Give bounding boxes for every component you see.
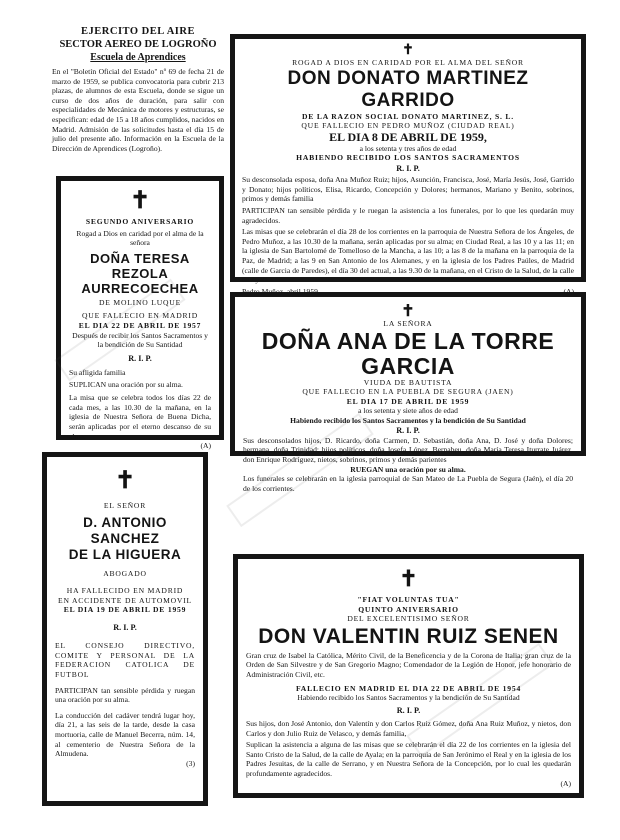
obituary-mark: (3) — [186, 758, 195, 768]
obituary-date: EL DIA 19 DE ABRIL DE 1959 — [63, 605, 187, 615]
obituary-name: DON VALENTIN RUIZ SENEN — [258, 624, 559, 648]
obituary-died: HA FALLECIDO EN MADRID — [66, 586, 184, 596]
obituary-rip: R. I. P. — [396, 163, 420, 173]
notice-ejercito-heading: Escuela de Aprendices — [90, 52, 186, 63]
cross-icon: ✝ — [402, 42, 414, 58]
obituary-sacraments: Habiendo recibido los Santos Sacramentos y la bendición de Su Santidad — [290, 415, 526, 425]
obituary-family: Sus desconsolados hijos, D. Ricardo, doña Carmen, D. Sebastián, doña Ana, D. José y doña Dolores; hermana, doña Trinidad; hijos políticos, doña Josefa López, Bernabeu, doña María Teresa Iturrate Juárez, don Enrique Rodríguez, nietos, sobrinos, primos y demás parientes — [243, 435, 573, 465]
obituary-cause: EN ACCIDENTE DE AUTOMOVIL — [58, 595, 192, 605]
obituary-body: Suplican la asistencia a alguna de las misas que se celebrarán el día 22 de los corrientes en la iglesia del Santo Cristo de la Salud, de la calle de Ayala; en la parroquia de San Jerónimo el Real y en la iglesia de los Padres Jesuitas, de la calle de Serrano, y en Nuestra Señora de la Concepción, por lo cual les quedarán profundamente agradecidos. — [246, 740, 571, 779]
obituary-ruegan: RUEGAN una oración por su alma. — [350, 464, 466, 474]
obituary-intro: LA SEÑORA — [383, 319, 433, 328]
obituary-date: EL DIA 22 DE ABRIL DE 1957 — [78, 320, 202, 330]
obituary-sacraments: HABIENDO RECIBIDO LOS SANTOS SACRAMENTOS — [296, 153, 520, 163]
cross-icon: ✝ — [114, 465, 136, 494]
obituary-family: Sus hijos, don José Antonio, don Valentín y don Carlos Ruiz Gómez, doña Ana Ruiz Muñoz, y nietos, don Carlos y don Julio Ruiz de Velasco, y demás familia, — [246, 719, 571, 738]
obituary-antonio-sanchez — [42, 452, 208, 806]
obituary-intro: EL SEÑOR — [103, 501, 147, 510]
obituary-date: EL DIA 8 DE ABRIL DE 1959, — [329, 129, 487, 144]
cross-icon: ✝ — [129, 185, 151, 214]
obituary-participan: PARTICIPAN tan sensible pérdida y le ruegan la asistencia a los funerales, por lo que les quedarán muy agradecidos. — [242, 206, 574, 225]
obituary-mark: (A) — [200, 441, 211, 451]
obituary-name-line1: DOÑA TERESA REZOLA — [90, 250, 190, 281]
obituary-died: FALLECIO EN MADRID EL DIA 22 DE ABRIL DE 1954 — [295, 683, 522, 693]
notice-ejercito-subtitle: SECTOR AEREO DE LOGROÑO — [59, 39, 217, 50]
obituary-sacraments: Habiendo recibido los Santos Sacramentos y la bendición de Su Santidad — [297, 693, 520, 703]
obituary-council: EL CONSEJO DIRECTIVO, COMITE Y PERSONAL DE LA FEDERACION CATOLICA DE FUTBOL — [55, 641, 195, 680]
obituary-rip: R. I. P. — [396, 425, 420, 435]
obituary-date: EL DIA 17 DE ABRIL DE 1959 — [346, 396, 470, 406]
obituary-name-line2: DE LA HIGUERA — [68, 546, 182, 562]
notice-ejercito-body: En el "Boletín Oficial del Estado" nº 69 de fecha 21 de marzo de 1959, se publica convocatoria para cubrir 213 plazas, de alumnos de esta Escuela, donde se sigue un curso de dos años de duración, para salir con especialidades de Mecánica de motores y estructuras, se especifican: edad de 15 a 18 años cumplidos, nacidos en Madrid. Admisión de las solicitudes hasta el día 15 de julio del presente año. Información en la Escuela de la Dirección de Aprendices (Logroño). — [52, 67, 224, 153]
obituary-age: a los setenta y tres años de edad — [359, 143, 457, 153]
obituary-sacraments: Después de recibir los Santos Sacramentos y la bendición de Su Santidad — [72, 330, 208, 350]
obituary-died: QUE FALLECIO EN MADRID — [82, 311, 198, 321]
obituary-participan: PARTICIPAN tan sensible pérdida y ruegan una oración por su alma. — [55, 685, 195, 705]
obituary-widow: VIUDA DE BAUTISTA — [363, 377, 453, 387]
obituary-titles: Gran cruz de Isabel la Católica, Mérito Civil, de la Beneficencia y de la Corona de Italia; gran cruz de la Orden de San Silvestre y de San Gregorio Magno; Comendador de la Legión de Honor, jefe honorario de Administración Civil, etc. — [246, 650, 571, 679]
obituary-mark: (A) — [560, 778, 571, 788]
obituary-donato-martinez — [230, 34, 586, 285]
obituary-rip: R. I. P. — [113, 622, 137, 632]
obituary-name-line1: DOÑA ANA DE LA TORRE — [261, 327, 555, 354]
obituary-body: La conducción del cadáver tendrá lugar hoy, día 21, a las seis de la tarde, desde la casa mortuoria, calle de Manuel Becerra, núm. 14, al cementerio de Nuestra Señora de la Almudena. — [55, 710, 195, 759]
obituary-died: QUE FALLECIO EN LA PUEBLA DE SEGURA (JAEN) — [302, 387, 514, 397]
obituary-family: Su desconsolada esposa, doña Ana Muñoz Ruiz; hijos, Asunción, Francisca, José, María Jesús, José, Garrido y Donato; hijos políticos, Elisa, Ricardo, Concepción y Dolores; hermanos, Mariano y Benito, sobrinos, primos y demás familia — [242, 175, 574, 204]
obituary-died: QUE FALLECIO EN PEDRO MUÑOZ (CIUDAD REAL) — [301, 121, 515, 131]
cross-icon: ✝ — [401, 301, 415, 320]
cross-icon: ✝ — [399, 566, 418, 592]
obituary-company: DE LA RAZON SOCIAL DONATO MARTINEZ, S. L. — [301, 111, 514, 121]
notice-ejercito-aire — [52, 26, 224, 160]
obituary-name-line2: GARCIA — [361, 352, 455, 379]
obituary-suplican: SUPLICAN una oración por su alma. — [69, 379, 183, 389]
obituary-valentin-ruiz — [233, 554, 584, 798]
obituary-funeral: Los funerales se celebrarán en la iglesia parroquial de San Mateo de La Puebla de Segura (Jaén), el día 20 de los corrientes. — [243, 474, 573, 493]
obituary-masses: Las misas que se celebrarán el día 28 de los corrientes en la parroquia de Nuestra Señora de los Ángeles, de Pedro Muñoz, a las 10.30 de la mañana, serán aplicadas por su alma; en Ciudad Real, a las 10 y a las 11; en la iglesia de San Bartolomé de Tomelloso de la Mancha, a las 10; a las 8 de la mañana en la parroquia de la Paz, de Madrid; a las 9 en San Antonio de los Alemanes, y en la iglesia de los Padres Paúles, de Madrid (calle de Garcia de Paredes), el día 30 del actual, a las 9.30 de la mañana, en el Cristo de la Salud, de la calle de Ayala. — [242, 227, 574, 285]
obituary-name-line2: AURRECOECHEA — [81, 280, 199, 296]
obituary-masses: La misa que se celebra todos los días 22 de cada mes, a las 10.30 de la mañana, en la iglesia de Nuestra Señora de Buena Dicha, serán aplicadas por el eterno descanso de su alma. — [69, 393, 211, 441]
obituary-ana-de-la-torre — [230, 292, 586, 493]
obituary-anniversary: QUINTO ANIVERSARIO — [358, 604, 459, 614]
obituary-anniversary: SEGUNDO ANIVERSARIO — [85, 217, 195, 226]
notice-ejercito-title: EJERCITO DEL AIRE — [81, 26, 195, 37]
obituary-pray: Rogad a Dios en caridad por el alma de la señora — [76, 228, 204, 248]
obituary-intro: DEL EXCELENTISIMO SEÑOR — [347, 614, 470, 624]
obituary-name-line1: D. ANTONIO SANCHEZ — [83, 514, 167, 546]
obituary-intro: ROGAD A DIOS EN CARIDAD POR EL ALMA DEL SEÑOR — [292, 58, 524, 67]
obituary-name: DON DONATO MARTINEZ GARRIDO — [287, 67, 529, 111]
obituary-motto: "FIAT VOLUNTAS TUA" — [357, 595, 460, 604]
obituary-age: a los setenta y siete años de edad — [358, 406, 458, 416]
obituary-teresa-rezola — [56, 176, 224, 451]
obituary-rip: R. I. P. — [396, 705, 421, 715]
obituary-widow: DE MOLINO LUQUE — [98, 297, 182, 307]
obituary-rip: R. I. P. — [128, 353, 152, 363]
obituary-profession: ABOGADO — [103, 568, 147, 578]
obituary-family: Su afligida familia — [69, 368, 126, 378]
